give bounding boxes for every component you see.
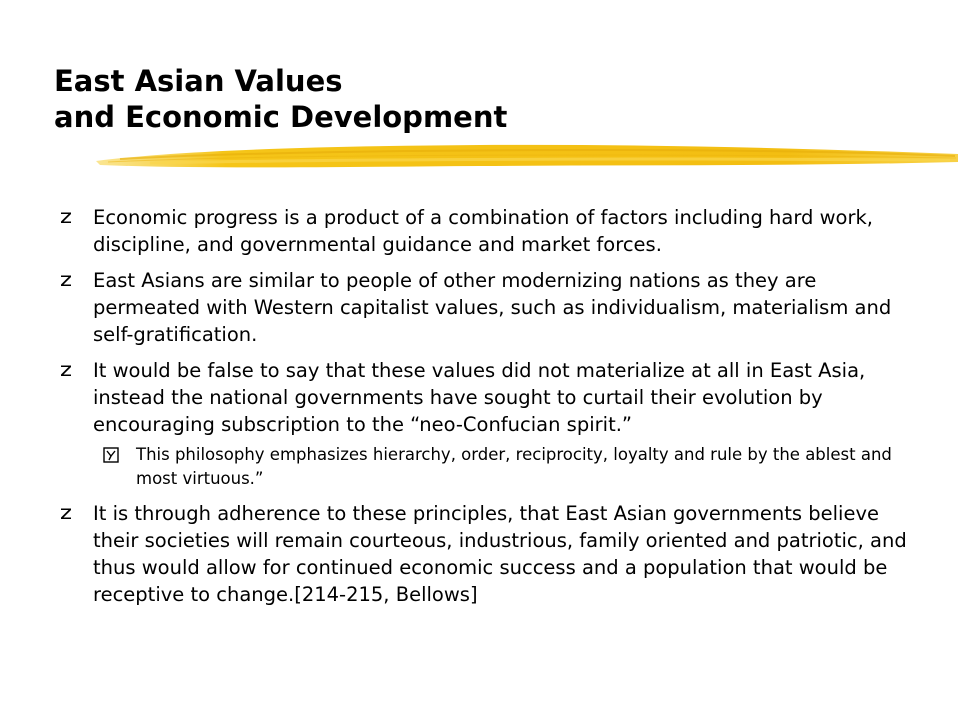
sub-bullet-text: This philosophy emphasizes hierarchy, order, reciprocity, loyalty and rule by the ablest and most virtuous.” — [136, 445, 892, 488]
z-wingding-bullet-icon — [58, 505, 74, 521]
title-line-2: and Economic Development — [54, 100, 508, 134]
sub-bullet-item — [103, 443, 918, 491]
title-line-1: East Asian Values — [54, 64, 343, 98]
checkbox-y-wingding-bullet-icon — [103, 447, 119, 463]
bullet-item — [58, 500, 918, 608]
z-wingding-bullet-icon — [58, 209, 74, 225]
yellow-brush-stroke — [0, 132, 960, 182]
bullet-item — [58, 267, 918, 348]
bullet-text: It is through adherence to these principles, that East Asian governments believe their societies will remain courteous, industrious, family oriented and patriotic, and thus would allow for continued economic success and a population that would be receptive to change.[214-215, Bellows] — [93, 502, 907, 606]
z-wingding-bullet-icon — [58, 362, 74, 378]
bullet-list — [58, 204, 918, 617]
slide-title — [54, 63, 914, 135]
bullet-text: East Asians are similar to people of other modernizing nations as they are permeated with Western capitalist values, such as individualism, materialism and self-gratification. — [93, 269, 892, 346]
z-wingding-bullet-icon — [58, 272, 74, 288]
bullet-item — [58, 204, 918, 258]
bullet-text: Economic progress is a product of a combination of factors including hard work, discipline, and governmental guidance and market forces. — [93, 206, 873, 256]
bullet-item — [58, 357, 918, 438]
bullet-text: It would be false to say that these values did not materialize at all in East Asia, instead the national governments have sought to curtail their evolution by encouraging subscription to the “neo-Confucian spirit.” — [93, 359, 866, 436]
